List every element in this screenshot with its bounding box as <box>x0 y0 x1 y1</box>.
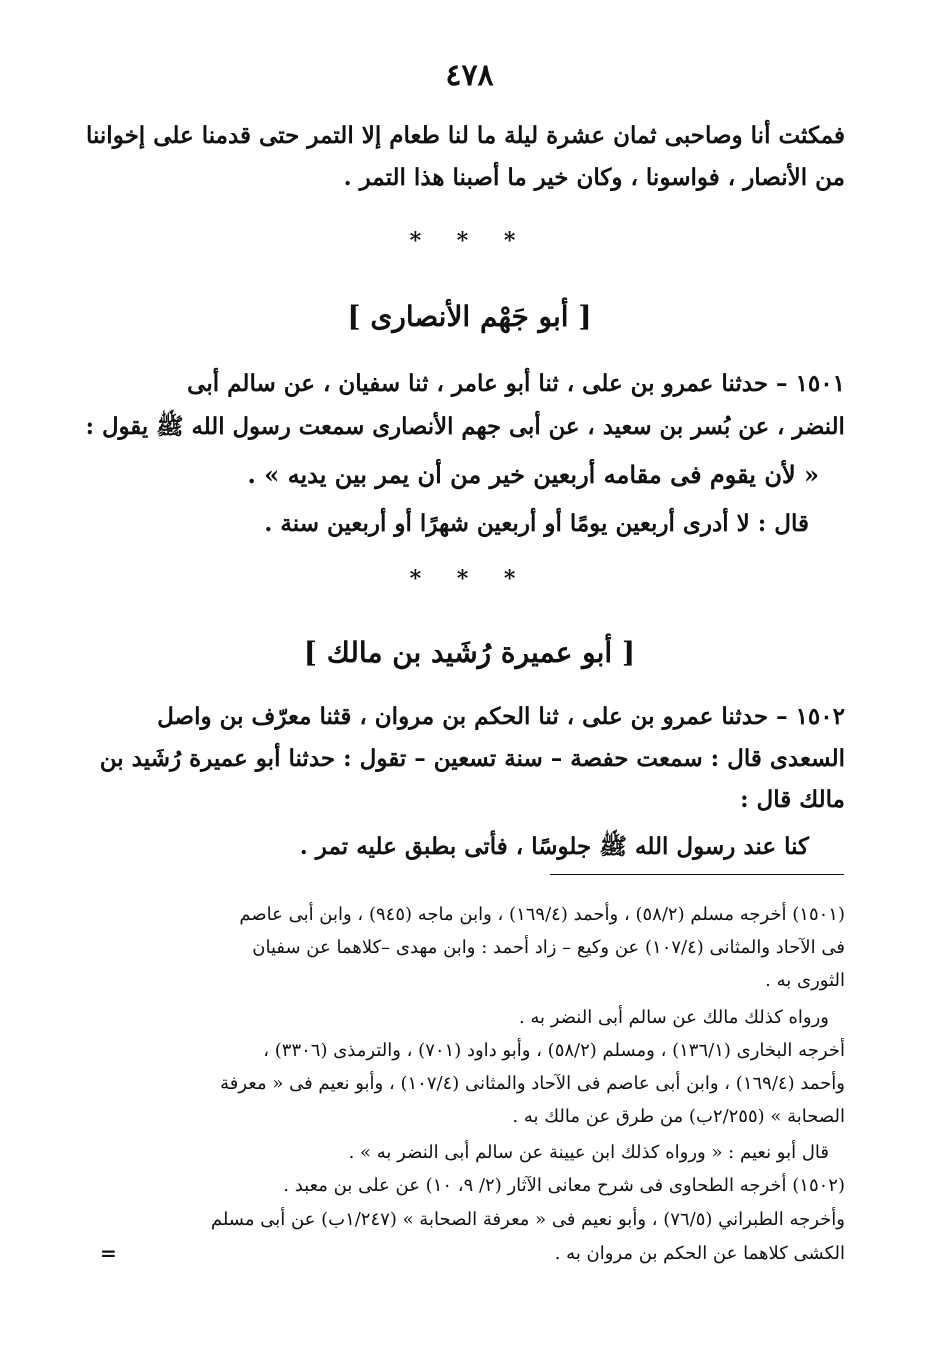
footnote-line: الكشى كلاهما عن الحكم بن مروان به . <box>554 1243 845 1264</box>
hadith-line: ١٥٠١ – حدثنا عمرو بن على ، ثنا أبو عامر ، ثنا سفيان ، عن سالم أبى <box>187 370 845 397</box>
footnote-line: وأحمد (١٦٩/٤) ، وابن أبى عاصم فى الآحاد والمثانى (١٠٧/٤) ، وأبو نعيم فى « معرفة <box>220 1073 845 1094</box>
footnote-rule <box>550 874 844 875</box>
section-heading: [ أبو جَهْم الأنصارى ] <box>347 300 592 333</box>
page-number: ٤٧٨ <box>445 58 494 93</box>
section-separator: * * * <box>409 228 530 254</box>
section-separator: * * * <box>409 566 530 592</box>
footnote-line: الثورى به . <box>765 970 845 991</box>
hadith-matn: « لأن يقوم فى مقامه أربعين خير من أن يمر بين يديه » . <box>247 460 819 489</box>
section-heading: [ أبو عميرة رُشَيد بن مالك ] <box>303 636 636 669</box>
hadith-line: ١٥٠٢ – حدثنا عمرو بن على ، ثنا الحكم بن مروان ، قثنا معرّف بن واصل <box>157 703 845 730</box>
footnote-line: (١٥٠١) أخرجه مسلم (٥٨/٢) ، وأحمد (١٦٩/٤) ، وابن ماجه (٩٤٥) ، وابن أبى عاصم <box>239 904 845 925</box>
continuation-line: من الأنصار ، فواسونا ، وكان خير ما أصبنا هذا التمر . <box>343 164 845 191</box>
continuation-mark: = <box>100 1241 117 1265</box>
footnote-line: فى الآحاد والمثانى (١٠٧/٤) عن وكيع – زاد أحمد : وابن مهدى –كلاهما عن سفيان <box>252 937 845 958</box>
continuation-line: فمكثت أنا وصاحبى ثمان عشرة ليلة ما لنا طعام إلا التمر حتى قدمنا على إخواننا <box>85 122 845 149</box>
hadith-line: السعدى قال : سمعت حفصة – سنة تسعين – تقول : حدثنا أبو عميرة رُشَيد بن <box>99 745 845 772</box>
footnote-line: وأخرجه الطبراني (٧٦/٥) ، وأبو نعيم فى « معرفة الصحابة » (١/٢٤٧ب) عن أبى مسلم <box>210 1209 845 1230</box>
hadith-matn: كنا عند رسول الله ﷺ جلوسًا ، فأتى بطبق عليه تمر . <box>299 833 809 860</box>
hadith-line: قال : لا أدرى أربعين يومًا أو أربعين شهرًا أو أربعين سنة . <box>264 510 809 537</box>
hadith-line: النضر ، عن بُسر بن سعيد ، عن أبى جهم الأنصارى سمعت رسول الله ﷺ يقول : <box>85 413 845 440</box>
footnote-line: أخرجه البخارى (١٣٦/١) ، ومسلم (٥٨/٢) ، وأبو داود (٧٠١) ، والترمذى (٣٣٠٦) ، <box>263 1040 845 1061</box>
footnote-line: الصحابة » (٢/٢٥٥ب) من طرق عن مالك به . <box>512 1106 845 1127</box>
footnote-line: (١٥٠٢) أخرجه الطحاوى فى شرح معانى الآثار (٢/ ٩، ١٠) عن على بن معبد . <box>283 1175 845 1196</box>
footnote-line: ورواه كذلك مالك عن سالم أبى النضر به . <box>518 1007 829 1028</box>
hadith-line: مالك قال : <box>740 786 845 813</box>
footnote-line: قال أبو نعيم : « ورواه كذلك ابن عيينة عن سالم أبى النضر به » . <box>348 1142 829 1163</box>
